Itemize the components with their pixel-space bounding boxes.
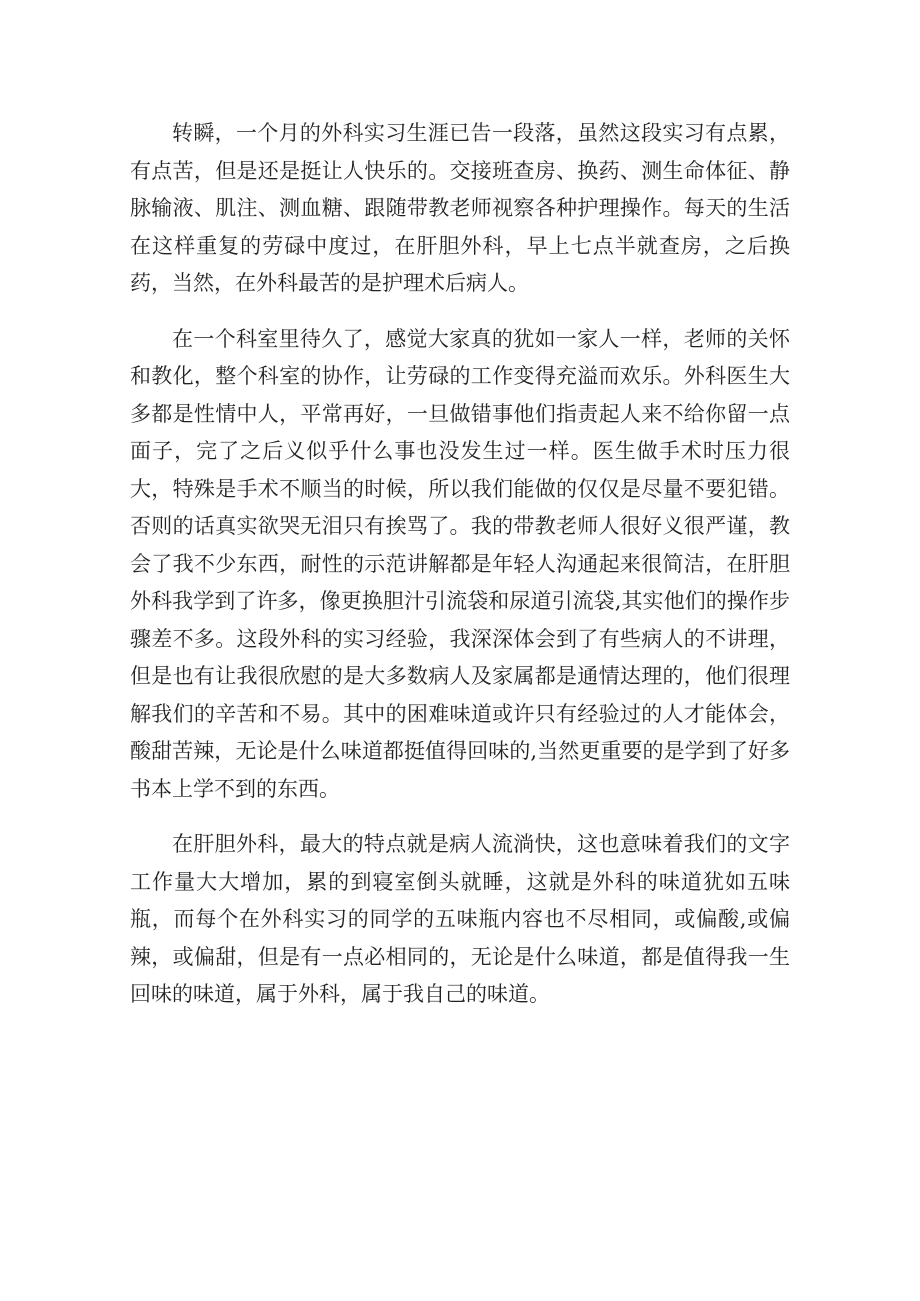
- paragraph-1: 转瞬，一个月的外科实习生涯已告一段落，虽然这段实习有点累，有点苦，但是还是挺让人快乐的。交接班查房、换药、测生命体征、静脉输液、肌注、测血糖、跟随带教老师视察各种护理操作。每天的生活在这样重复的劳碌中度过，在肝胆外科，早上七点半就查房，之后换药，当然，在外科最苦的是护理术后病人。: [130, 121, 790, 295]
- paragraph-3: 在肝胆外科，最大的特点就是病人流淌快，这也意味着我们的文字工作量大大增加，累的到寝室倒头就睡，这就是外科的味道犹如五味瓶，而每个在外科实习的同学的五味瓶内容也不尽相同，或偏酸,或偏辣，或偏甜，但是有一点必相同的，无论是什么味道，都是值得我一生回味的味道，属于外科，属于我自己的味道。: [130, 832, 790, 1006]
- paragraph-2: 在一个科室里待久了，感觉大家真的犹如一家人一样，老师的关怀和教化，整个科室的协作，让劳碌的工作变得充溢而欢乐。外科医生大多都是性情中人，平常再好，一旦做错事他们指责起人来不给你留一点面子，完了之后义似乎什么事也没发生过一样。医生做手术时压力很大，特殊是手术不顺当的时候，所以我们能做的仅仅是尽量不要犯错。否则的话真实欲哭无泪只有挨骂了。我的带教老师人很好义很严谨，教会了我不少东西，耐性的示范讲解都是年轻人沟通起来很简洁，在肝胆外科我学到了许多，像更换胆汁引流袋和尿道引流袋,其实他们的操作步骤差不多。这段外科的实习经验，我深深体会到了有些病人的不讲理，但是也有让我很欣慰的是大多数病人及家属都是通情达理的，他们很理解我们的辛苦和不易。其中的困难味道或许只有经验过的人才能体会，酸甜苦辣，无论是什么味道都挺值得回味的,当然更重要的是学到了好多书本上学不到的东西。: [130, 326, 790, 801]
- document-body: [130, 115, 790, 1032]
